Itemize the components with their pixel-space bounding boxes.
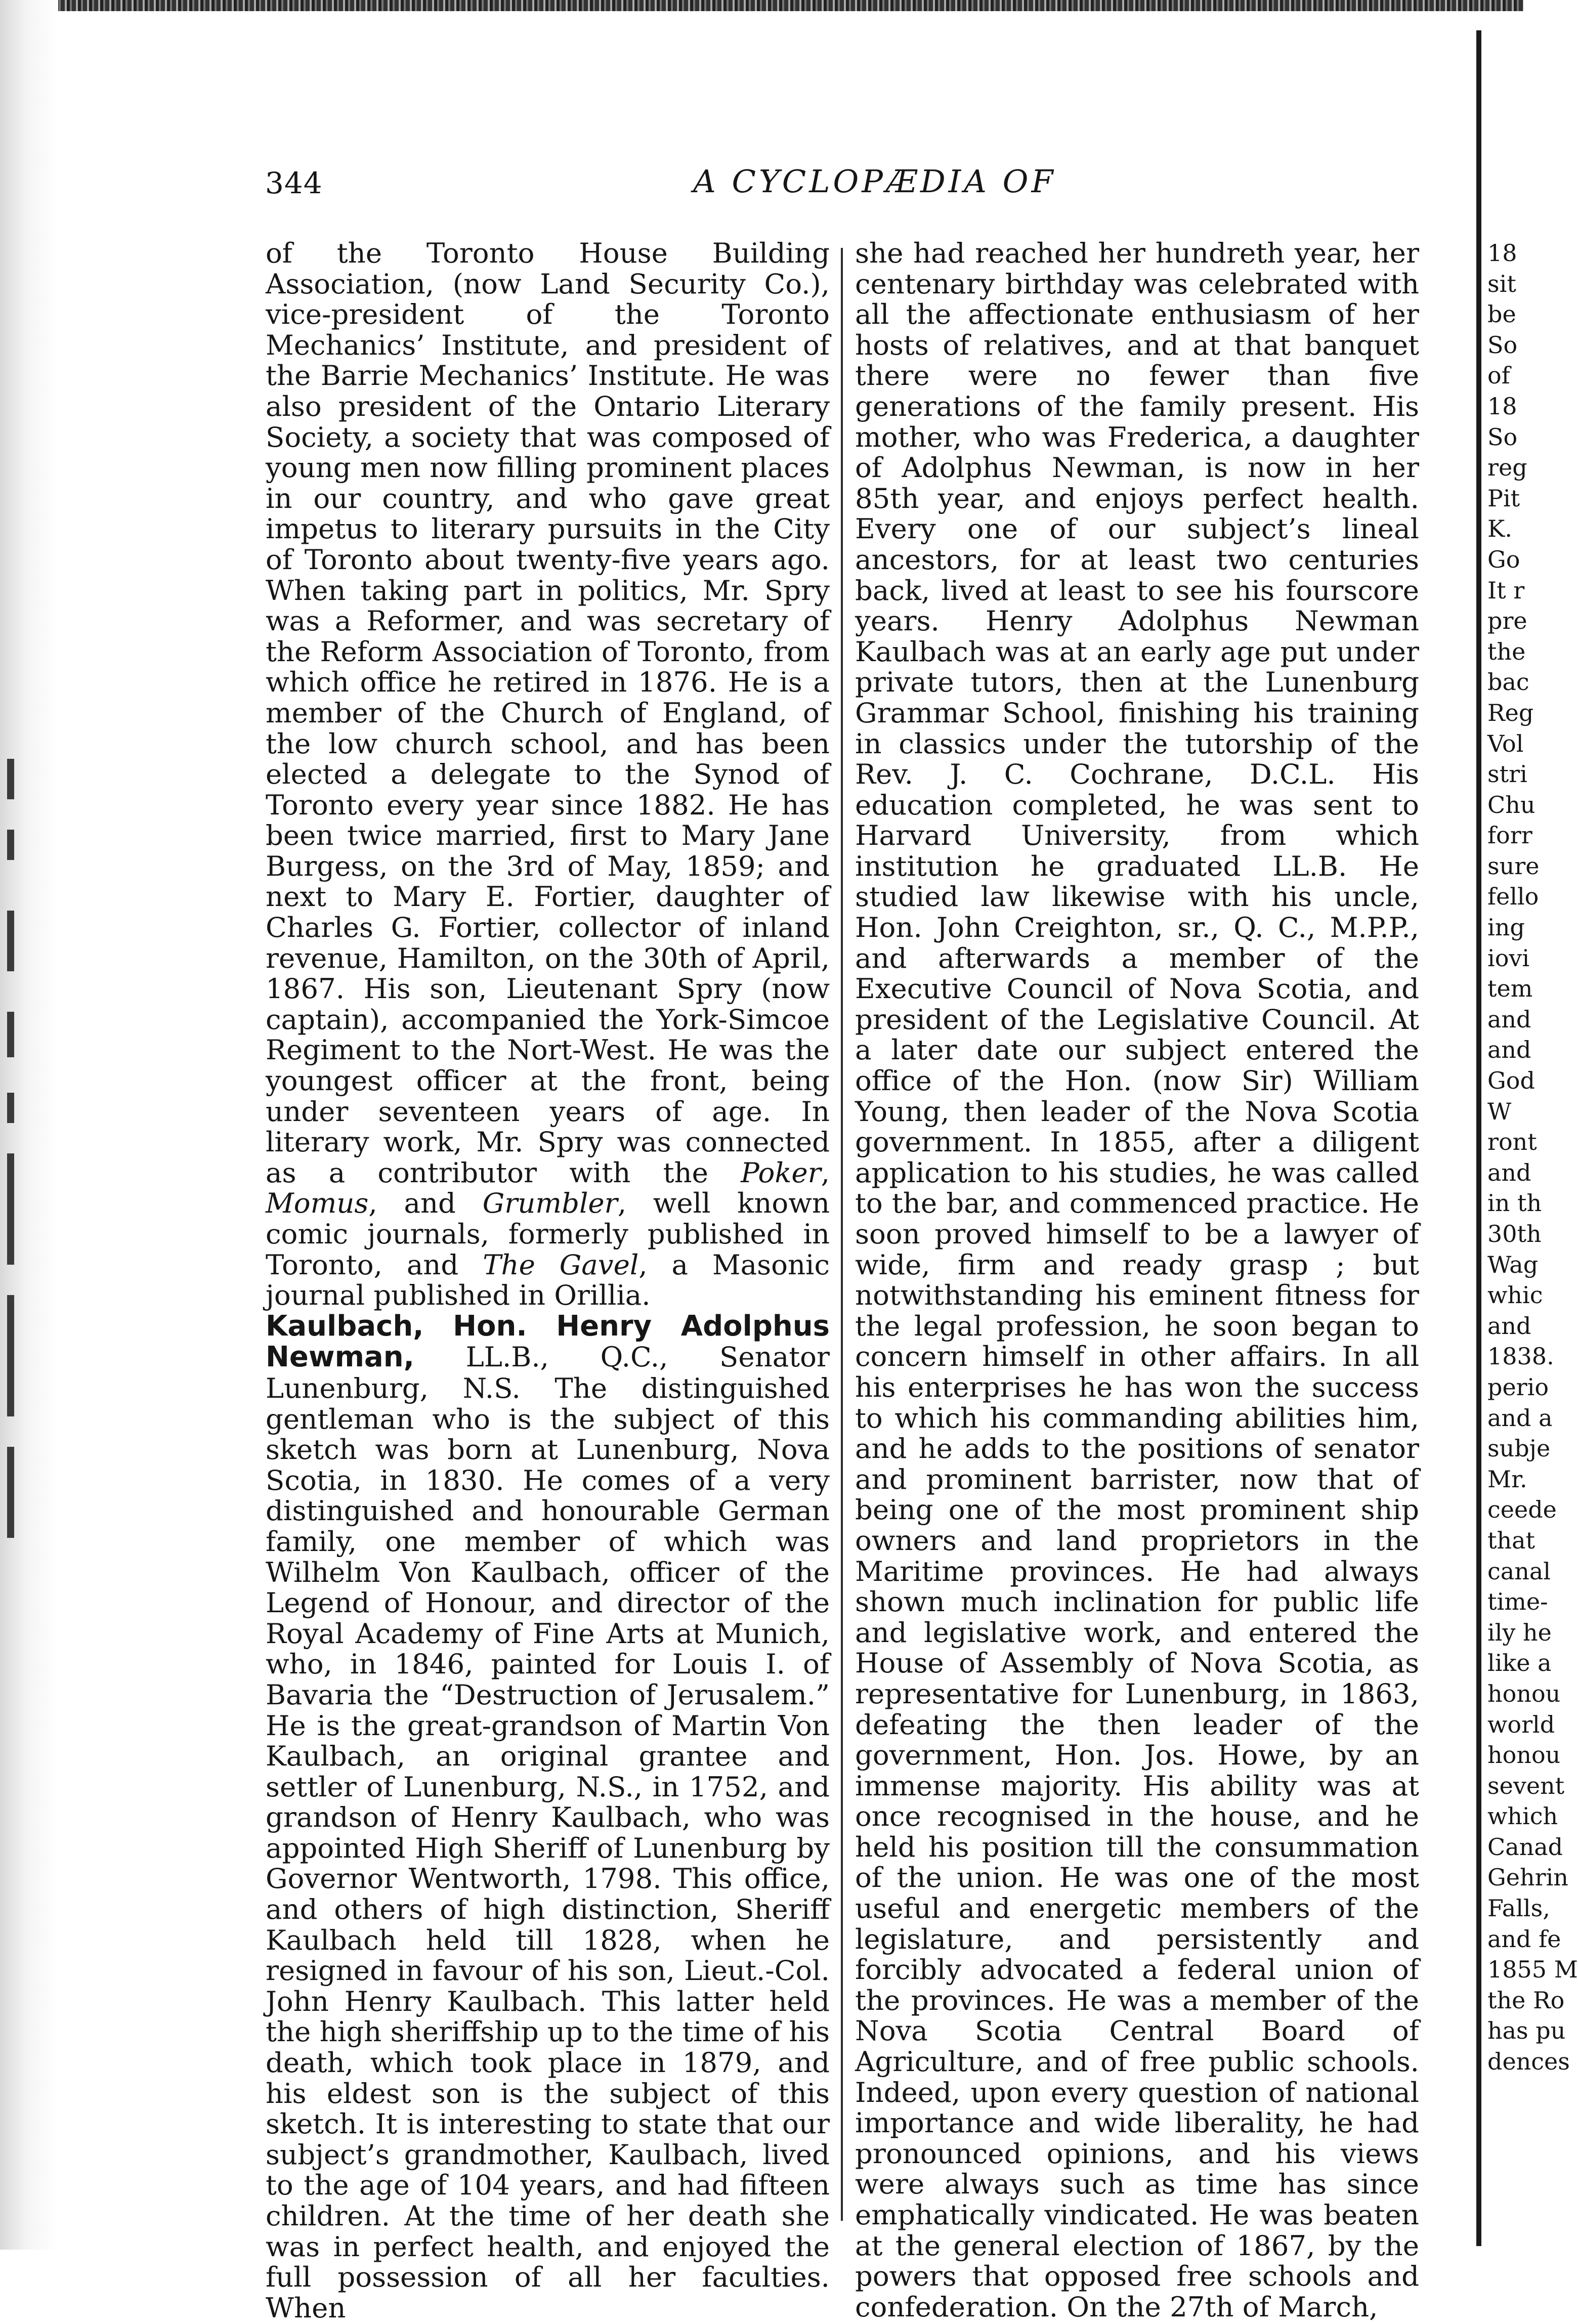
binding-shadow [1476, 30, 1481, 2246]
fragment-line: the [1487, 637, 1526, 665]
fragment-line: ront [1487, 1128, 1537, 1156]
fragment-line: tem [1487, 975, 1533, 1003]
fragment-line: 1838. [1487, 1343, 1554, 1370]
text-run: of the Toronto House Building Association, (now Land Security Co.), vice-president of the Toronto Mechanics’ Institute, and president of the Barrie Mechanics’ Institute. He was also president of the Ontario Literary Society, a society that was composed of young men now filling prominent places in our country, and who gave great impetus to literary pursuits in the City of Toronto about twenty-five years ago. When taking part in politics, Mr. Spry was a Reformer, and was secretary of the Reform Association of Toronto, from which office he retired in 1876. He is a member of the Church of England, of the low church school, and has been elected a delegate to the Synod of Toronto every year since 1882. He has been twice married, first to Mary Jane Burgess, on the 3rd of May, 1859; and next to Mary E. Fortier, daughter of Charles G. Fortier, collector of inland revenue, Hamilton, on the 30th of April, 1867. His son, Lieutenant Spry (now captain), accompanied the York-Simcoe Regiment to the Nort-West. He was the youngest officer at the front, being under seventeen years of age. In literary work, Mr. Spry was connected as a contributor with the [266, 237, 830, 1189]
paragraph-kaulbach [266, 1311, 830, 2323]
left-column [266, 238, 830, 2323]
fragment-line: ceede [1487, 1496, 1557, 1524]
fragment-line: be [1487, 300, 1516, 328]
fragment-line: and a [1487, 1404, 1553, 1432]
text-run: , and [368, 1187, 483, 1220]
fragment-line: dences [1487, 2048, 1570, 2076]
fragment-line: Vol [1487, 729, 1524, 757]
fragment-line: 18 [1487, 239, 1517, 267]
scan-mark [7, 830, 14, 860]
fragment-line: Gehrin [1487, 1864, 1568, 1891]
fragment-line: in th [1487, 1189, 1542, 1217]
fragment-line: forr [1487, 822, 1532, 849]
scan-mark [7, 1447, 14, 1538]
text-run: , [821, 1156, 830, 1189]
publication-title: Poker [741, 1156, 821, 1189]
fragment-line: canal [1487, 1557, 1551, 1585]
fragment-line: time- [1487, 1588, 1548, 1616]
fragment-line: Falls, [1487, 1895, 1550, 1922]
fragment-line: ily he [1487, 1618, 1552, 1646]
fragment-line: like a [1487, 1649, 1552, 1677]
fragment-line: sure [1487, 852, 1540, 880]
text-run: LL.B., Q.C., Senator Lunenburg, N.S. The distinguished gentleman who is the subject of this sketch was born at Lunenburg, Nova Scotia, in 1830. He comes of a very distinguished and honourable German family, one member of which was Wilhelm Von Kaulbach, officer of the Legend of Honour, and director of the Royal Academy of Fine Arts at Munich, who, in 1846, painted for Louis I. of Bavaria the “Destruction of Jerusalem.” He is the great-grandson of Martin Von Kaulbach, an original grantee and settler of Lunenburg, N.S., in 1752, and grandson of Henry Kaulbach, who was appointed High Sheriff of Lunenburg by Governor Wentworth, 1798. This office, and others of high distinction, Sheriff Kaulbach held till 1828, when he resigned in favour of his son, Lieut.-Col. John Henry Kaulbach. This latter held the high sheriffship up to the time of his death, which took place in 1879, and his eldest son is the subject of this sketch. It is interesting to state that our subject’s grandmother, Kaulbach, lived to the age of 104 years, and had fifteen children. At the time of her death she was in perfect health, and enjoyed the full possession of all her faculties. When [266, 1341, 830, 2324]
fragment-line: the Ro [1487, 1986, 1565, 2014]
scan-mark [7, 1012, 14, 1057]
fragment-line: honou [1487, 1741, 1561, 1769]
scan-mark [7, 911, 14, 971]
scan-mark [7, 1093, 14, 1123]
fragment-line: and [1487, 1158, 1531, 1186]
fragment-line: 18 [1487, 392, 1517, 420]
fragment-line: and fe [1487, 1925, 1561, 1953]
fragment-line: stri [1487, 760, 1527, 788]
fragment-line: Reg [1487, 699, 1534, 726]
running-title: A CYCLOPÆDIA OF [693, 163, 1056, 200]
fragment-line: 1855 M [1487, 1956, 1578, 1984]
fragment-line: sit [1487, 270, 1516, 297]
fragment-line: Mr. [1487, 1465, 1527, 1493]
fragment-line: Chu [1487, 791, 1536, 819]
fragment-line: W [1487, 1097, 1512, 1125]
fragment-line: Pit [1487, 484, 1520, 512]
page-number: 344 [265, 166, 323, 200]
fragment-line: honou [1487, 1680, 1561, 1707]
fragment-line: 30th [1487, 1220, 1542, 1247]
fragment-line: that [1487, 1526, 1536, 1554]
fragment-line: pre [1487, 607, 1527, 635]
scan-left-edge [0, 0, 58, 2250]
text-run: , well known comic journals, formerly published in Toronto, and [266, 1187, 830, 1281]
middle-column [855, 238, 1419, 2322]
fragment-line: fello [1487, 883, 1539, 911]
fragment-line: world [1487, 1710, 1555, 1738]
entry-heading: Kaulbach, Hon. Henry Adolphus Newman, [266, 1309, 830, 1374]
column-divider [841, 248, 843, 2221]
fragment-line: It r [1487, 576, 1525, 604]
fragment-line: and [1487, 1036, 1531, 1064]
scan-mark [7, 1295, 14, 1416]
fragment-line: Go [1487, 545, 1520, 573]
fragment-line: and [1487, 1312, 1531, 1340]
paragraph-kaulbach-continued: she had reached her hundreth year, her centenary birthday was celebrated with all the affectionate enthusiasm of her hosts of relatives, and at that banquet there were no fewer than five generations of the family present. His mother, who was Frederica, a daughter of Adolphus Newman, is now in her 85th year, and enjoys perfect health. Every one of our subject’s lineal ancestors, for at least two centuries back, lived at least to see his fourscore years. Henry Adolphus Newman Kaulbach was at an early age put under private tutors, then at the Lunenburg Grammar School, finishing his training in classics under the tutorship of the Rev. J. C. Cochrane, D.C.L. His education completed, he was sent to Harvard University, from which institution he graduated LL.B. He studied law likewise with his uncle, Hon. John Creighton, sr., Q. C., M.P.P., and afterwards a member of the Executive Council of Nova Scotia, and president of the Legislative Council. At a later date our subject entered the office of the Hon. (now Sir) William Young, then leader of the Nova Scotia government. In 1855, after a diligent application to his studies, he was called to the bar, and commenced practice. He soon proved himself to be a lawyer of wide, firm and ready grasp ; but notwithstanding his eminent fitness for the legal profession, he soon began to concern himself in other affairs. In all his enterprises he has won the success to which his commanding abilities him, and he adds to the positions of senator and prominent barrister, now that of being one of the most prominent ship owners and land proprietors in the Maritime provinces. He had always shown much inclination for public life and legislative work, and entered the House of Assembly of Nova Scotia, as representative for Lunenburg, in 1863, defeating the then leader of the government, Hon. Jos. Howe, by an immense majority. His ability was at once recognised in the house, and he held his position till the consummation of the union. He was one of the most useful and energetic members of the legislature, and persistently and forcibly advocated a federal union of the provinces. He was a member of the Nova Scotia Central Board of Agriculture, and of free public schools. Indeed, upon every question of national importance and wide liberality, he had pronounced opinions, and his views were always such as time has since emphatically vindicated. He was beaten at the general election of 1867, by the powers that opposed free schools and confederation. On the 27th of March, [855, 237, 1419, 2323]
fragment-line: Wag [1487, 1251, 1539, 1278]
fragment-line: bac [1487, 668, 1529, 696]
fragment-line: Canad [1487, 1833, 1563, 1861]
text-run: , a Masonic journal published in Orillia. [266, 1248, 830, 1312]
fragment-line: whic [1487, 1281, 1543, 1309]
fragment-line: which [1487, 1802, 1558, 1830]
fragment-line: iovi [1487, 944, 1530, 972]
fragment-line: God [1487, 1067, 1535, 1095]
fragment-line: has pu [1487, 2017, 1566, 2045]
fragment-line: of [1487, 362, 1510, 390]
fragment-line: K. [1487, 515, 1512, 543]
scan-top-edge [0, 0, 1523, 11]
publication-title: The Gavel [483, 1248, 639, 1281]
fragment-line: So [1487, 423, 1518, 451]
publication-title: Grumbler [482, 1187, 618, 1220]
fragment-line: subje [1487, 1435, 1551, 1462]
paragraph-spry [266, 238, 830, 1311]
scan-mark [7, 759, 14, 799]
fragment-line: ing [1487, 914, 1525, 941]
scan-mark [7, 1153, 14, 1265]
fragment-line: sevent [1487, 1772, 1565, 1799]
fragment-line: perio [1487, 1373, 1549, 1401]
fragment-line: reg [1487, 454, 1527, 482]
publication-title: Momus [266, 1187, 369, 1220]
right-column-fragment [1487, 238, 1578, 2077]
fragment-line: and [1487, 1005, 1531, 1033]
fragment-line: So [1487, 331, 1518, 359]
